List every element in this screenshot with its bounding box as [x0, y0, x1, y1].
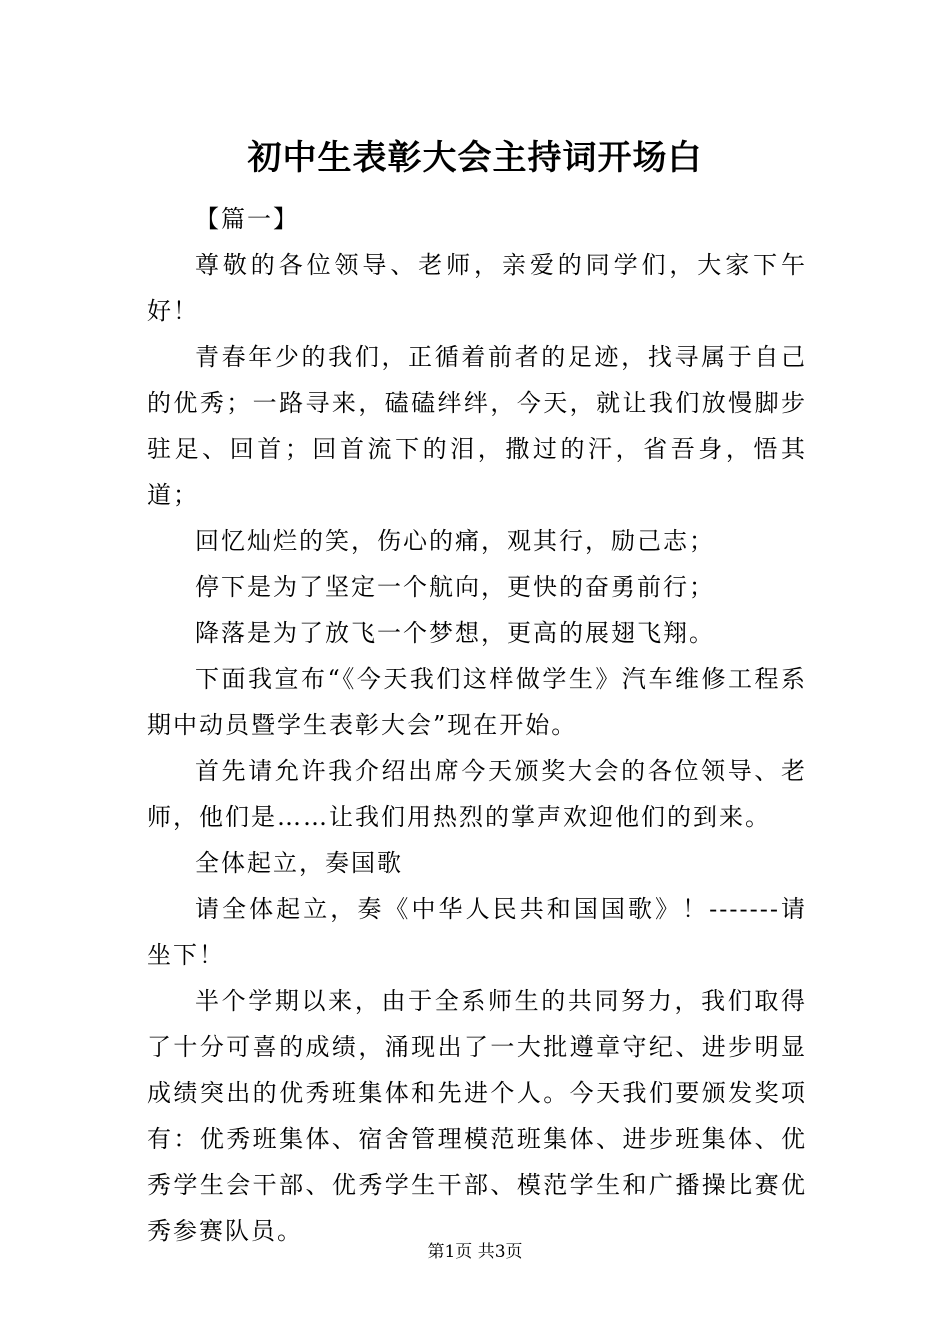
- paragraph: 降落是为了放飞一个梦想，更高的展翅飞翔。: [195, 619, 715, 647]
- paragraph: 全体起立，奏国歌: [195, 849, 403, 877]
- paragraph: 首先请允许我介绍出席今天颁奖大会的各位领导、老师，他们是……让我们用热烈的掌声欢迎他们的到来。: [147, 757, 807, 831]
- document-body: [147, 196, 807, 1254]
- paragraph: 停下是为了坚定一个航向，更快的奋勇前行；: [195, 573, 715, 601]
- paragraph: 请全体起立，奏《中华人民共和国国歌》！-------请坐下！: [147, 895, 807, 969]
- document-title: 初中生表彰大会主持词开场白: [247, 138, 703, 178]
- paragraph: 下面我宣布“《今天我们这样做学生》汽车维修工程系期中动员暨学生表彰大会”现在开始。: [147, 665, 807, 739]
- paragraph: 半个学期以来，由于全系师生的共同努力，我们取得了十分可喜的成绩，涌现出了一大批遵章守纪、进步明显成绩突出的优秀班集体和先进个人。今天我们要颁发奖项有：优秀班集体、宿舍管理模范班集体、进步班集体、优秀学生会干部、优秀学生干部、模范学生和广播操比赛优秀参赛队员。: [147, 987, 807, 1245]
- page-number-footer: 第1页 共3页: [427, 1242, 523, 1262]
- section-heading: 【篇一】: [195, 205, 299, 233]
- paragraph: 尊敬的各位领导、老师，亲爱的同学们，大家下午好！: [147, 251, 807, 325]
- paragraph: 回忆灿烂的笑，伤心的痛，观其行，励己志；: [195, 527, 715, 555]
- paragraph: 青春年少的我们，正循着前者的足迹，找寻属于自己的优秀；一路寻来，磕磕绊绊，今天，就让我们放慢脚步驻足、回首；回首流下的泪，撒过的汗，省吾身，悟其道；: [147, 343, 807, 509]
